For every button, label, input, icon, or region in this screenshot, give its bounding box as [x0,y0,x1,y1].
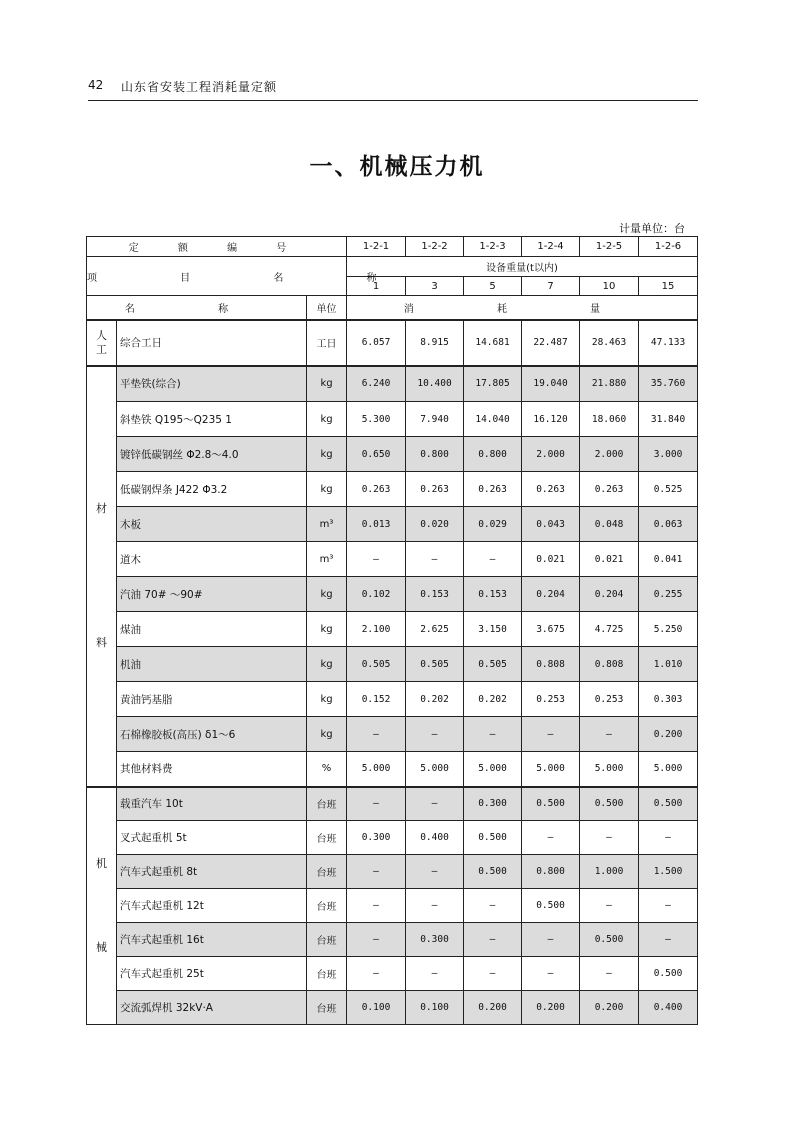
value-cell: 0.400 [406,821,464,855]
value-cell: 0.020 [406,507,464,542]
value-cell: — [580,717,639,752]
labor-category: 人 工 [87,320,117,366]
value-cell: 0.500 [522,787,580,821]
value-cell: — [406,717,464,752]
value-cell: — [406,787,464,821]
item-name: 镀锌低碳钢丝 Φ2.8～4.0 [117,437,307,472]
materials-row [87,507,698,542]
materials-row [87,472,698,507]
machinery-category: 机 械 [87,787,117,1025]
item-unit: 台班 [307,957,347,991]
unit-label: 单位 [307,296,347,320]
item-name: 叉式起重机 5t [117,821,307,855]
materials-row [87,752,698,787]
value-cell: — [406,889,464,923]
value-cell: 0.200 [522,991,580,1025]
materials-row [87,612,698,647]
value-cell: 14.681 [464,320,522,366]
value-cell: 0.100 [406,991,464,1025]
value-cell: — [464,717,522,752]
value-cell: 2.625 [406,612,464,647]
value-cell: 0.200 [464,991,522,1025]
value-cell: 0.500 [522,889,580,923]
value-cell: 0.500 [464,855,522,889]
value-cell: — [347,855,406,889]
item-unit: kg [307,577,347,612]
materials-row [87,682,698,717]
consumption-label: 消 耗 量 [347,296,698,320]
value-cell: 0.263 [464,472,522,507]
code-cell: 1-2-4 [522,237,580,257]
code-cell: 1-2-1 [347,237,406,257]
item-unit: kg [307,717,347,752]
item-name: 汽车式起重机 25t [117,957,307,991]
value-cell: — [580,957,639,991]
value-cell: 0.500 [580,923,639,957]
value-cell: 0.400 [639,991,698,1025]
value-cell: 6.057 [347,320,406,366]
code-cell: 1-2-2 [406,237,464,257]
value-cell: 0.808 [522,647,580,682]
value-cell: 0.063 [639,507,698,542]
weight-header-row [87,257,698,277]
value-cell: — [464,889,522,923]
value-cell: — [464,542,522,577]
quota-table-body [87,237,698,1025]
item-unit: kg [307,682,347,717]
item-name: 煤油 [117,612,307,647]
value-cell: 0.263 [347,472,406,507]
value-cell: 0.505 [347,647,406,682]
weight-cell: 15 [639,277,698,296]
value-cell: 6.240 [347,366,406,402]
value-cell: — [347,889,406,923]
materials-row [87,542,698,577]
materials-row [87,717,698,752]
value-cell: 0.202 [406,682,464,717]
value-cell: 0.300 [464,787,522,821]
value-cell: — [522,957,580,991]
item-unit: 台班 [307,787,347,821]
value-cell: — [639,821,698,855]
item-name: 汽车式起重机 8t [117,855,307,889]
value-cell: — [580,821,639,855]
item-name: 石棉橡胶板(高压) δ1～6 [117,717,307,752]
machinery-row [87,923,698,957]
item-unit: kg [307,472,347,507]
value-cell: 0.300 [347,821,406,855]
value-cell: 0.505 [464,647,522,682]
value-cell: — [347,957,406,991]
value-cell: 0.153 [464,577,522,612]
item-name: 道木 [117,542,307,577]
item-name: 机油 [117,647,307,682]
value-cell: 10.400 [406,366,464,402]
item-unit: % [307,752,347,787]
value-cell: — [347,787,406,821]
value-cell: 35.760 [639,366,698,402]
code-cell: 1-2-5 [580,237,639,257]
item-name: 综合工日 [117,320,307,366]
value-cell: 0.263 [580,472,639,507]
item-name: 载重汽车 10t [117,787,307,821]
item-label: 项 目 名 称 [87,257,347,296]
value-cell: 0.200 [580,991,639,1025]
value-cell: 3.000 [639,437,698,472]
value-cell: — [464,957,522,991]
value-cell: 5.250 [639,612,698,647]
page-title: 一、机械压力机 [309,154,485,180]
machinery-row [87,855,698,889]
value-cell: 0.048 [580,507,639,542]
materials-row [87,402,698,437]
weight-label: 设备重量(t以内) [347,257,698,277]
value-cell: 5.000 [639,752,698,787]
item-unit: 台班 [307,889,347,923]
weight-cell: 5 [464,277,522,296]
materials-category: 材 料 [87,366,117,787]
column-header-row [87,296,698,320]
value-cell: 0.800 [406,437,464,472]
weight-cell: 3 [406,277,464,296]
weight-cell: 10 [580,277,639,296]
value-cell: 47.133 [639,320,698,366]
unit-note: 计量单位：台 [619,222,685,235]
value-cell: 1.000 [580,855,639,889]
value-cell: 0.102 [347,577,406,612]
materials-row [87,647,698,682]
value-cell: — [406,855,464,889]
value-cell: 1.010 [639,647,698,682]
quota-table [86,236,698,1025]
value-cell: 0.204 [580,577,639,612]
value-cell: 7.940 [406,402,464,437]
machinery-row [87,787,698,821]
value-cell: — [347,717,406,752]
item-name: 黄油钙基脂 [117,682,307,717]
item-unit: m³ [307,542,347,577]
item-unit: m³ [307,507,347,542]
code-row [87,237,698,257]
item-unit: 台班 [307,821,347,855]
machinery-row [87,889,698,923]
value-cell: 0.800 [464,437,522,472]
value-cell: — [347,542,406,577]
page-header [88,72,698,101]
item-name: 汽车式起重机 12t [117,889,307,923]
value-cell: 0.013 [347,507,406,542]
materials-row [87,437,698,472]
value-cell: 5.300 [347,402,406,437]
value-cell: 28.463 [580,320,639,366]
value-cell: 0.263 [522,472,580,507]
value-cell: 5.000 [347,752,406,787]
machinery-row [87,991,698,1025]
item-name: 汽车式起重机 16t [117,923,307,957]
labor-row [87,320,698,366]
value-cell: 31.840 [639,402,698,437]
value-cell: 19.040 [522,366,580,402]
value-cell: 0.200 [639,717,698,752]
value-cell: 21.880 [580,366,639,402]
value-cell: 1.500 [639,855,698,889]
value-cell: 5.000 [406,752,464,787]
item-unit: 台班 [307,855,347,889]
value-cell: 0.505 [406,647,464,682]
value-cell: 3.150 [464,612,522,647]
value-cell: 0.650 [347,437,406,472]
value-cell: — [522,821,580,855]
value-cell: 16.120 [522,402,580,437]
value-cell: 18.060 [580,402,639,437]
value-cell: — [522,717,580,752]
item-unit: 台班 [307,923,347,957]
materials-row [87,577,698,612]
value-cell: 4.725 [580,612,639,647]
machinery-row [87,957,698,991]
weight-cell: 7 [522,277,580,296]
value-cell: 0.041 [639,542,698,577]
value-cell: — [406,542,464,577]
item-unit: kg [307,437,347,472]
value-cell: 0.263 [406,472,464,507]
value-cell: — [347,923,406,957]
code-cell: 1-2-6 [639,237,698,257]
value-cell: — [639,923,698,957]
page-number: 42 [88,78,104,92]
book-title: 山东省安装工程消耗量定额 [121,80,278,94]
value-cell: — [464,923,522,957]
value-cell: 0.153 [406,577,464,612]
value-cell: 0.202 [464,682,522,717]
value-cell: 0.021 [580,542,639,577]
item-unit: kg [307,366,347,402]
value-cell: 0.525 [639,472,698,507]
value-cell: 0.043 [522,507,580,542]
value-cell: 0.808 [580,647,639,682]
value-cell: 0.500 [639,787,698,821]
item-name: 低碳钢焊条 J422 Φ3.2 [117,472,307,507]
item-unit: 台班 [307,991,347,1025]
value-cell: 2.100 [347,612,406,647]
value-cell: 0.500 [464,821,522,855]
value-cell: 0.021 [522,542,580,577]
value-cell: 22.487 [522,320,580,366]
value-cell: 3.675 [522,612,580,647]
machinery-row [87,821,698,855]
value-cell: 2.000 [522,437,580,472]
value-cell: 0.029 [464,507,522,542]
value-cell: 5.000 [580,752,639,787]
value-cell: 0.253 [522,682,580,717]
value-cell: 0.253 [580,682,639,717]
value-cell: — [580,889,639,923]
weight-cell: 1 [347,277,406,296]
value-cell: — [639,889,698,923]
name-label: 名 称 [87,296,307,320]
value-cell: 0.100 [347,991,406,1025]
value-cell: 0.204 [522,577,580,612]
value-cell: 0.255 [639,577,698,612]
code-cell: 1-2-3 [464,237,522,257]
item-name: 汽油 70# ～90# [117,577,307,612]
item-name: 平垫铁(综合) [117,366,307,402]
value-cell: 0.500 [639,957,698,991]
value-cell: 0.800 [522,855,580,889]
value-cell: — [522,923,580,957]
value-cell: — [406,957,464,991]
item-unit: 工日 [307,320,347,366]
item-name: 交流弧焊机 32kV·A [117,991,307,1025]
item-name: 斜垫铁 Q195～Q235 1 [117,402,307,437]
item-unit: kg [307,402,347,437]
item-name: 木板 [117,507,307,542]
value-cell: 5.000 [464,752,522,787]
item-unit: kg [307,647,347,682]
value-cell: 0.500 [580,787,639,821]
value-cell: 8.915 [406,320,464,366]
code-label: 定 额 编 号 [87,237,347,257]
value-cell: 0.303 [639,682,698,717]
value-cell: 5.000 [522,752,580,787]
item-name: 其他材料费 [117,752,307,787]
value-cell: 14.040 [464,402,522,437]
item-unit: kg [307,612,347,647]
value-cell: 17.805 [464,366,522,402]
materials-row [87,366,698,402]
value-cell: 2.000 [580,437,639,472]
value-cell: 0.152 [347,682,406,717]
value-cell: 0.300 [406,923,464,957]
